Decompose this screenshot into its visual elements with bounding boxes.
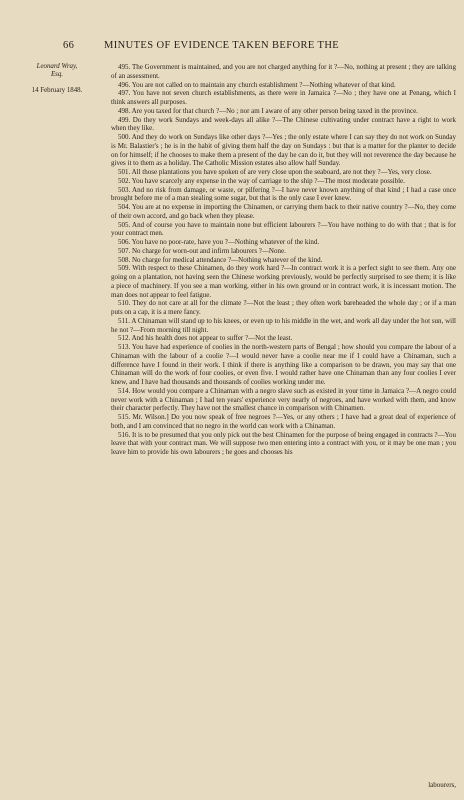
paragraph-506: 506. You have no poor-rate, have you ?—Nothing whatever of the kind. [118, 238, 320, 246]
evidence-text [111, 63, 456, 457]
paragraph-495: 495. The Government is maintained, and you are not charged anything for it ?—No, nothing at present ; they are talking of an assessment. [111, 63, 456, 80]
paragraph-515: 515. Mr. Wilson.] Do you now speak of free negroes ?—Yes, or any others ; I have had a great deal of experience of both, and I am convinced that no negro in the world can work with a Chinaman. [111, 413, 456, 430]
paragraph-503: 503. And no risk from damage, or waste, or pilfering ?—I have never known anything of that kind ; I had a case once brought before me of a man stealing some sugar, but that is the only case I ever knew. [111, 185, 456, 203]
paragraph-500: 500. And they do work on Sundays like other days ?—Yes ; the only estate where I can say they do not work on Sunday is Mr. Balastier's ; he is in the habit of giving them half the day on Sundays : but that is a matter for the planter to decide on for himself; if he chooses to make them a present of the day he can do it, but they will not reverence the day because he gives it to them as a holiday. The Catholic Mission estates also allow half Sunday. [111, 133, 456, 168]
page-number: 66 [63, 40, 75, 51]
date-sidenote: 14 February 1848. [31, 87, 83, 94]
paragraph-507: 507. No charge for worn-out and infirm labourers ?—None. [118, 246, 286, 255]
paragraph-497: 497. You have not seven church establishments, as there were in Jamaica ?—No ; they have one at Penang, which I think answers all purposes. [111, 89, 456, 106]
paragraph-510: 510. They do not care at all for the climate ?—Not the least ; they often work bareheaded the whole day ; or if a man puts on a cap, it is a mere fancy. [111, 299, 456, 316]
paragraph-508: 508. No charge for medical attendance ?—Nothing whatever of the kind. [118, 255, 323, 264]
paragraph-511: 511. A Chinaman will stand up to his knees, or even up to his middle in the wet, and work all day under the hot sun, will he not ?—From morning till night. [111, 316, 456, 334]
running-title: MINUTES OF EVIDENCE TAKEN BEFORE THE [104, 40, 340, 51]
paragraph-509: 509. With respect to these Chinamen, do they work hard ?—In contract work it is a perfect sight to see them. Any one going on a plantation, not having seen the Chinese working previously, would be perfectly surprised to see them; it is like a piece of machinery. If you see a man working, either in his own ground or in contract work, it is incessant motion. The man does not appear to feel fatigue. [111, 264, 456, 299]
witness-suffix-sidenote: Esq. [50, 71, 64, 78]
page-header [22, 40, 456, 54]
paragraph-505: 505. And of course you have to maintain none but efficient labourers ?—You have nothing to do with that ; that is for your contract men. [111, 220, 456, 238]
paragraph-499: 499. Do they work Sundays and week-days all alike ?—The Chinese cultivating under contract have a right to work when they like. [111, 115, 456, 133]
paragraph-512: 512. And his health does not appear to suffer ?—Not the least. [118, 334, 293, 343]
paragraph-502: 502. You have scarcely any expense in the way of carriage to the ship ?—The most moderate possible. [118, 176, 405, 185]
paragraph-498: 498. Are you taxed for that church ?—No ; nor am I aware of any other person being taxed in the province. [118, 106, 418, 115]
paragraph-504: 504. You are at no expense in importing the Chinamen, or carrying them back to their native country ?—No, they come of their own accord, and go back when they please. [111, 203, 456, 220]
paragraph-501: 501. All those plantations you have spoken of are very close upon the seaboard, are not they ?—Yes, very close. [118, 168, 432, 176]
paragraph-516: 516. It is to be presumed that you only pick out the best Chinamen for the purpose of being engaged in contracts ?—You leave that with your contract man. We will suppose two men entering into a contract with you, or it may be one man ; you leave him to provide his own labourers ; he goes and chooses his [111, 430, 456, 456]
paragraph-513: 513. You have had experience of coolies in the north-western parts of Bengal ; how should you compare the labour of a Chinaman with the labour of a coolie ?—I would never have a coolie near me if I could have a Chinaman, such a difference have I found in their work. I think if there is anything like a comparison to be drawn, you may say that one Chinaman will do the work of four coolies, or even five. I would rather have one Chinaman than any four coolies I ever knew, and I have had thousands and thousands of coolies working under me. [111, 343, 456, 386]
catchword: labourers, [428, 781, 456, 789]
paragraph-496: 496. You are not called on to maintain any church establishment ?—Nothing whatever of that kind. [118, 80, 396, 89]
witness-name-sidenote: Leonard Wray, [36, 63, 78, 70]
paragraph-514: 514. How would you compare a Chinaman with a negro slave such as existed in your time in Jamaica ?—A negro could never work with a Chinaman ; I had ten years' experience very nearly of negroes, and have worked with them, and know their character perfectly. They have not the smallest chance in comparison with Chinamen. [111, 386, 456, 413]
